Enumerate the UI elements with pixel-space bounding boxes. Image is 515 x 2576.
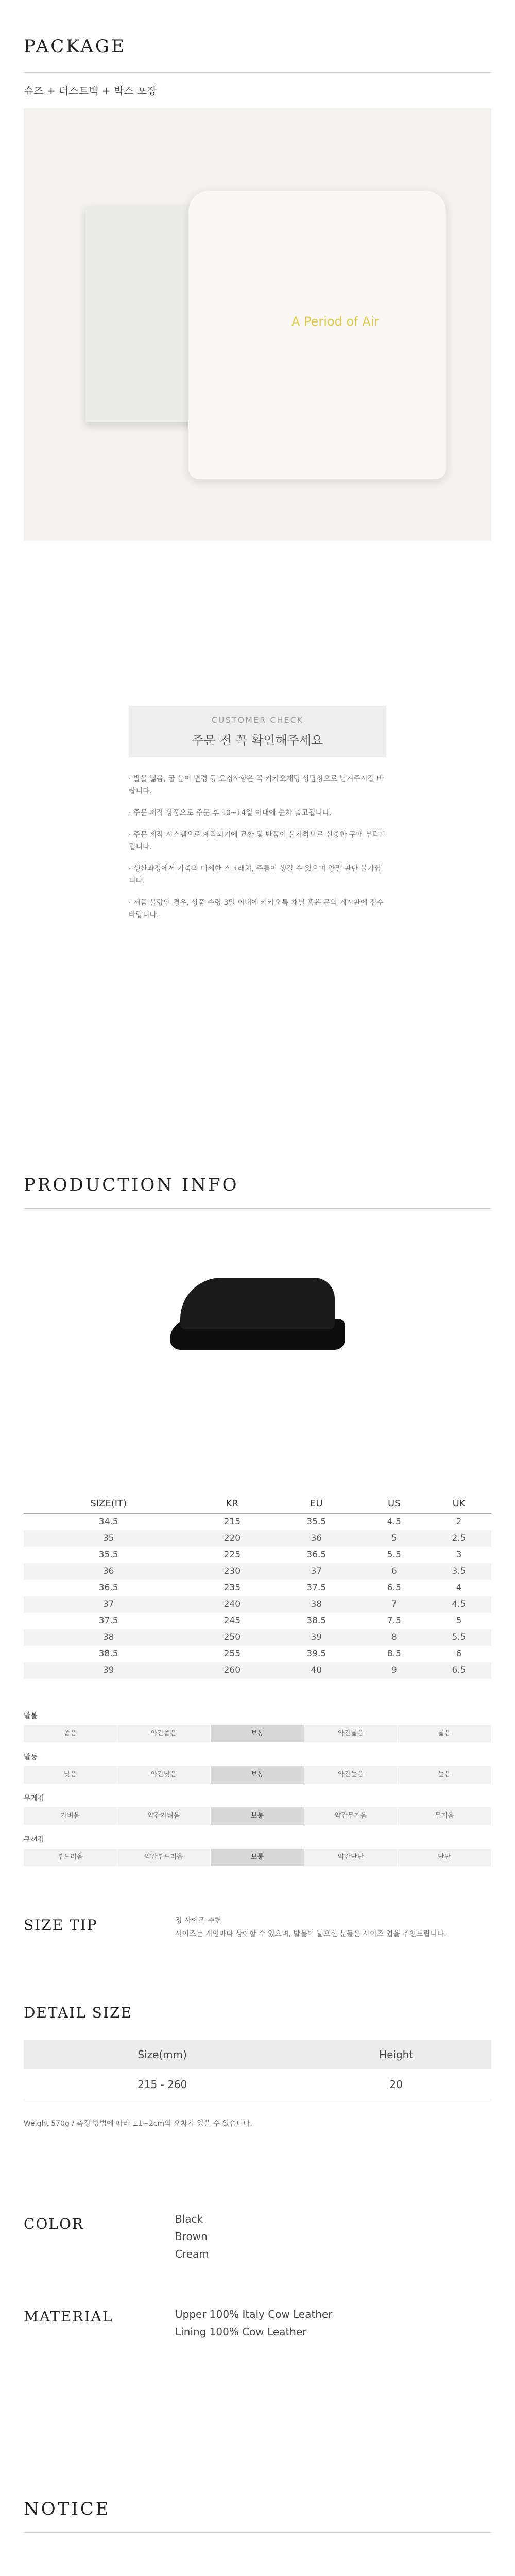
fit-option: 보통 (211, 1849, 304, 1866)
size-cell: 8 (362, 1629, 426, 1646)
production-divider (24, 1208, 491, 1209)
size-row (24, 1629, 491, 1646)
size-tip-line: 정 사이즈 추천 (175, 1917, 222, 1925)
size-cell: 5 (456, 1616, 462, 1626)
fit-option: 단단 (398, 1849, 491, 1866)
customer-check-label: CUSTOMER CHECK (211, 715, 304, 725)
size-cell: 4.5 (387, 1517, 401, 1527)
fit-option: 보통 (211, 1766, 304, 1784)
fit-cells (24, 1807, 491, 1825)
size-header: UK (426, 1494, 491, 1514)
size-cell: 3.5 (426, 1563, 491, 1580)
notice-title: NOTICE (24, 2499, 111, 2519)
size-table (24, 1494, 491, 1679)
fit-option: 약간낮음 (117, 1766, 211, 1784)
fit-option: 약간좁음 (117, 1725, 211, 1742)
customer-check-notes (129, 773, 386, 921)
fit-label: 발등 (24, 1753, 38, 1761)
color-value: Brown (175, 2230, 208, 2243)
size-cell: 35.5 (306, 1517, 327, 1527)
color-value: Black (175, 2213, 203, 2225)
fit-label: 발볼 (24, 1712, 38, 1720)
detail-size-table (24, 2040, 491, 2100)
material-value: Lining 100% Cow Leather (175, 2326, 307, 2338)
size-cell: 5.5 (426, 1629, 491, 1646)
size-cell: 38.5 (306, 1616, 327, 1626)
fit-option: 부드러움 (24, 1849, 117, 1866)
fit-option: 보통 (211, 1807, 304, 1825)
shoe-upper (180, 1278, 335, 1329)
fit-option: 높음 (398, 1766, 491, 1784)
size-header: KR (193, 1494, 271, 1514)
detail-cell: 215 - 260 (24, 2069, 301, 2100)
package-caption: 슈즈 + 더스트백 + 박스 포장 (24, 84, 157, 97)
size-cell: 6 (456, 1649, 462, 1659)
size-tip-title: SIZE TIP (24, 1917, 98, 1934)
fit-option: 약간단단 (304, 1849, 398, 1866)
size-cell: 230 (193, 1563, 271, 1580)
size-row (24, 1613, 491, 1629)
size-cell: 3 (456, 1550, 462, 1560)
size-cell: 2 (456, 1517, 462, 1527)
size-cell: 6.5 (387, 1583, 401, 1593)
size-tip-line: 사이즈는 개인마다 상이할 수 있으며, 발볼이 넓으신 분들은 사이즈 업을 추천드립니다. (175, 1930, 447, 1938)
fit-width (24, 1710, 491, 1742)
size-cell: 245 (224, 1616, 241, 1626)
fit-option: 보통 (211, 1725, 304, 1742)
size-cell: 6 (362, 1563, 426, 1580)
size-cell: 40 (271, 1662, 362, 1679)
package-title: PACKAGE (24, 36, 126, 57)
size-cell: 7 (362, 1596, 426, 1613)
package-divider (24, 72, 491, 73)
size-cell: 215 (224, 1517, 241, 1527)
fit-option: 약간높음 (304, 1766, 398, 1784)
size-cell: 35 (24, 1530, 193, 1547)
size-cell: 38 (271, 1596, 362, 1613)
note-line: · 주문 제작 상품으로 주문 후 10~14일 이내에 순차 출고됩니다. (129, 809, 332, 817)
fit-option: 약간가벼움 (117, 1807, 211, 1825)
fit-cells (24, 1849, 491, 1866)
note-line: · 발볼 넓음, 굽 높이 변경 등 요청사항은 꼭 카카오채팅 상담창으로 남겨주시길 바랍니다. (129, 775, 384, 795)
dust-bag (188, 191, 446, 479)
detail-size-note: Weight 570g / 측정 방법에 따라 ±1~2cm의 오차가 있을 수 있습니다. (24, 2120, 253, 2128)
size-header: EU (271, 1494, 362, 1514)
fit-cells (24, 1725, 491, 1742)
shoe-image (170, 1273, 345, 1355)
size-cell: 250 (193, 1629, 271, 1646)
fit-label: 무게감 (24, 1794, 45, 1803)
size-cell: 38.5 (98, 1649, 118, 1659)
size-cell: 37 (24, 1596, 193, 1613)
size-cell: 39 (24, 1662, 193, 1679)
size-cell: 220 (193, 1530, 271, 1547)
size-cell: 36.5 (306, 1550, 327, 1560)
package-photo (24, 108, 491, 541)
material-values (175, 2306, 333, 2341)
size-cell: 5.5 (387, 1550, 401, 1560)
fit-option: 약간넓음 (304, 1725, 398, 1742)
size-tip-text (175, 1914, 484, 1941)
size-cell: 36 (271, 1530, 362, 1547)
size-cell: 9 (362, 1662, 426, 1679)
fit-weight (24, 1793, 491, 1825)
size-cell: 36 (24, 1563, 193, 1580)
size-cell: 2.5 (426, 1530, 491, 1547)
detail-size-title: DETAIL SIZE (24, 2004, 132, 2021)
fit-option: 가벼움 (24, 1807, 117, 1825)
size-row (24, 1563, 491, 1580)
size-row (24, 1646, 491, 1662)
color-value: Cream (175, 2248, 209, 2260)
size-row (24, 1596, 491, 1613)
note-line: · 제품 불량인 경우, 상품 수령 3일 이내에 카카오톡 채널 혹은 문의 게시판에 접수 바랍니다. (129, 899, 384, 919)
note-line: · 주문 제작 시스템으로 제작되기에 교환 및 반품이 불가하므로 신중한 구매 부탁드립니다. (129, 831, 386, 851)
size-cell: 255 (224, 1649, 241, 1659)
fit-option: 낮음 (24, 1766, 117, 1784)
fit-cells (24, 1766, 491, 1784)
customer-check-card (129, 706, 386, 757)
size-cell: 225 (224, 1550, 241, 1560)
color-title: COLOR (24, 2215, 84, 2232)
fit-label: 쿠션감 (24, 1836, 45, 1844)
size-cell: 38 (24, 1629, 193, 1646)
size-cell: 235 (224, 1583, 241, 1593)
size-row (24, 1530, 491, 1547)
fit-option: 넓음 (398, 1725, 491, 1742)
size-row (24, 1580, 491, 1596)
detail-cell: 20 (301, 2069, 491, 2100)
fit-option: 약간무거움 (304, 1807, 398, 1825)
fit-cushion (24, 1834, 491, 1866)
size-cell: 4.5 (426, 1596, 491, 1613)
size-cell: 5 (362, 1530, 426, 1547)
bag-print: A Period of Air (291, 314, 380, 329)
size-header: SIZE(IT) (24, 1494, 193, 1514)
size-row (24, 1547, 491, 1563)
fit-option: 무거움 (398, 1807, 491, 1825)
size-cell: 39 (271, 1629, 362, 1646)
size-header: US (362, 1494, 426, 1514)
size-cell: 6.5 (426, 1662, 491, 1679)
material-value: Upper 100% Italy Cow Leather (175, 2308, 333, 2320)
size-cell: 37.5 (98, 1616, 118, 1626)
size-cell: 240 (193, 1596, 271, 1613)
size-cell: 7.5 (387, 1616, 401, 1626)
size-cell: 36.5 (98, 1583, 118, 1593)
detail-header: Height (301, 2040, 491, 2069)
production-title: PRODUCTION INFO (24, 1175, 239, 1195)
fit-instep (24, 1752, 491, 1784)
size-row (24, 1514, 491, 1531)
note-line: · 생산과정에서 가죽의 미세한 스크래치, 주름이 생길 수 있으며 양말 판단 불가합니다. (129, 865, 382, 885)
material-title: MATERIAL (24, 2308, 113, 2325)
notice-divider (24, 2532, 491, 2533)
size-cell: 34.5 (98, 1517, 118, 1527)
size-cell: 35.5 (98, 1550, 118, 1560)
size-cell: 39.5 (306, 1649, 327, 1659)
fit-option: 약간부드러움 (117, 1849, 211, 1866)
size-cell: 260 (193, 1662, 271, 1679)
size-cell: 8.5 (387, 1649, 401, 1659)
detail-header: Size(mm) (24, 2040, 301, 2069)
color-values (175, 2210, 209, 2263)
fit-option: 좁음 (24, 1725, 117, 1742)
size-cell: 37 (271, 1563, 362, 1580)
size-row (24, 1662, 491, 1679)
size-cell: 37.5 (306, 1583, 327, 1593)
size-cell: 4 (456, 1583, 462, 1593)
customer-check-title: 주문 전 꼭 확인해주세요 (192, 733, 323, 748)
